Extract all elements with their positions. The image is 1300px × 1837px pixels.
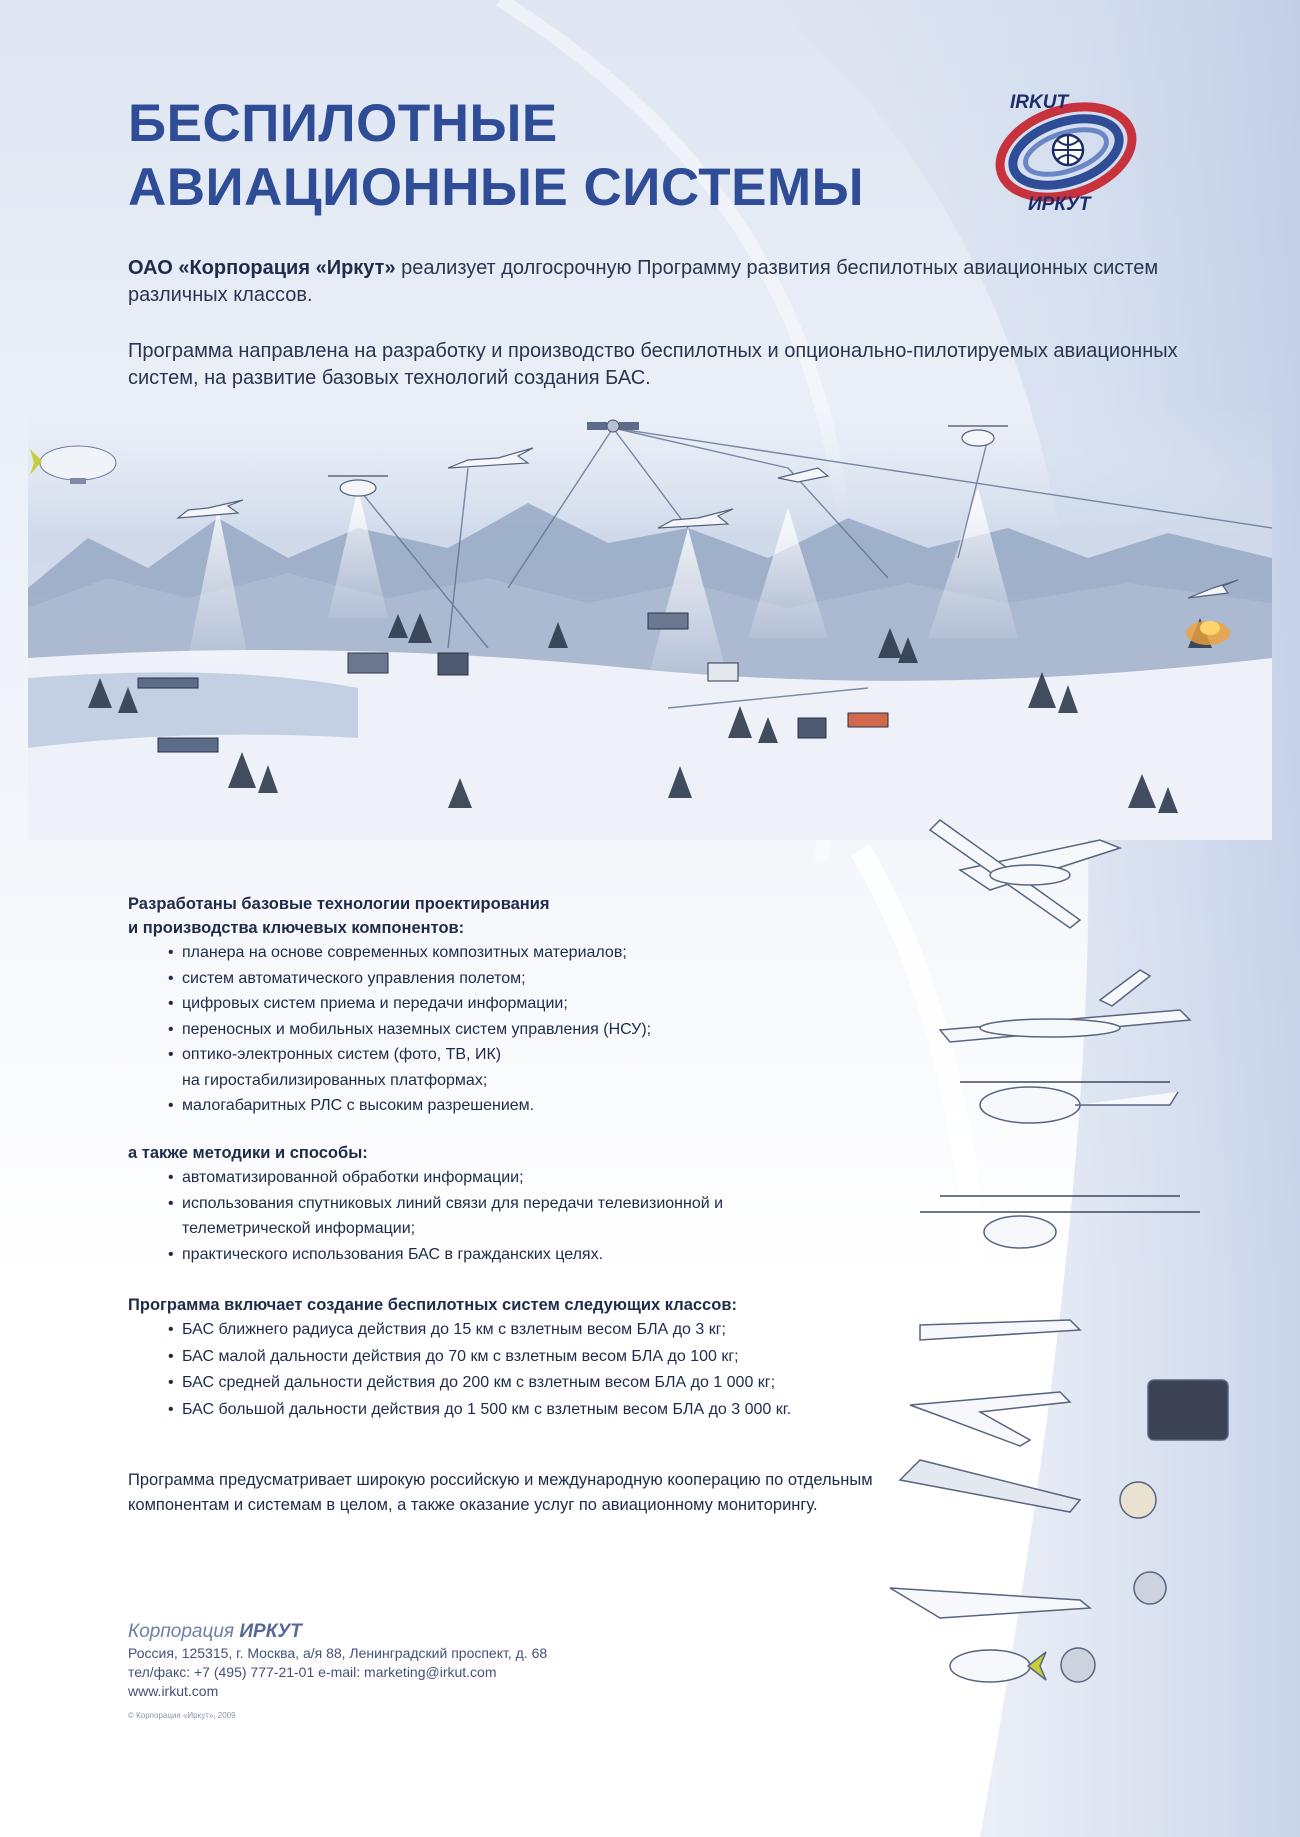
coaxial-helicopter-icon <box>920 1196 1200 1248</box>
section-classes <box>128 1293 908 1423</box>
small-uav-icon-1 <box>920 1320 1080 1340</box>
section-technologies <box>128 892 828 1119</box>
footer-address: Россия, 125315, г. Москва, а/я 88, Ленинградский проспект, д. 68 <box>128 1645 548 1661</box>
footer-brand: Корпорация ИРКУТ <box>128 1621 302 1642</box>
intro-company-name: ОАО «Корпорация «Иркут» <box>128 257 396 279</box>
portable-station-icon <box>1148 1380 1228 1440</box>
uav-models-column <box>880 800 1300 1837</box>
irkut-logo <box>986 86 1146 218</box>
intro-paragraph-2: Программа направлена на разработку и производство беспилотных и опционально-пилотируемых авиационных систем, на развитие базовых технологий создания БАС. <box>128 340 1178 389</box>
logo-text-latin: IRKUT <box>1010 92 1069 113</box>
small-airship-icon <box>950 1650 1046 1682</box>
closing-paragraph: Программа предусматривает широкую российскую и международную кооперацию по отдельным компонентам и системам в целом, а также оказание услуг по авиационному мониторингу. <box>128 1471 873 1514</box>
small-uav-icon-2 <box>910 1392 1070 1446</box>
footer-website-link[interactable]: www.irkut.com <box>128 1683 219 1699</box>
intro-paragraph-1-text: реализует долгосрочную Программу развития беспилотных авиационных систем различных классов. <box>128 257 1159 306</box>
list-item: • БАС большой дальности действия до 1 500 км с взлетным весом БЛА до 3 000 кг. <box>168 1397 908 1424</box>
list-item: • БАС средней дальности действия до 200 км с взлетным весом БЛА до 1 000 кг; <box>168 1370 908 1397</box>
page-title <box>128 92 948 220</box>
gimbal-camera-icon-2 <box>1134 1572 1166 1604</box>
list-item: • БАС малой дальности действия до 70 км с взлетным весом БЛА до 100 кг; <box>168 1344 908 1371</box>
section-technologies-heading-line-1: Разработаны базовые технологии проектирования <box>128 895 550 913</box>
glider-uav-icon <box>890 1588 1090 1618</box>
list-item: • малогабаритных РЛС с высоким разрешением. <box>168 1093 828 1119</box>
intro-paragraph-1 <box>128 255 1188 309</box>
gimbal-camera-icon-1 <box>1120 1482 1156 1518</box>
list-item: • оптико-электронных систем (фото, ТВ, ИК) на гиростабилизированных платформах; <box>168 1042 828 1093</box>
gimbal-camera-icon-3 <box>1061 1648 1095 1682</box>
title-line-2: АВИАЦИОННЫЕ СИСТЕМЫ <box>128 158 865 217</box>
medium-uav-icon <box>940 970 1190 1042</box>
list-item: • практического использования БАС в гражданских целях. <box>168 1242 828 1268</box>
light-aircraft-icon <box>930 820 1120 928</box>
list-item: • автоматизированной обработки информации; <box>168 1165 828 1191</box>
list-item: • БАС ближнего радиуса действия до 15 км с взлетным весом БЛА до 3 кг; <box>168 1317 908 1344</box>
uav-helicopter-icon <box>960 1082 1178 1123</box>
title-line-1: БЕСПИЛОТНЫЕ <box>128 94 558 153</box>
list-item: • систем автоматического управления полетом; <box>168 966 828 992</box>
section-technologies-heading <box>128 892 828 940</box>
list-item: • переносных и мобильных наземных систем управления (НСУ); <box>168 1017 828 1043</box>
footer-contacts-line: тел/факс: +7 (495) 777-21-01 e-mail: marketing@irkut.com <box>128 1664 497 1680</box>
logo-text-cyrillic: ИРКУТ <box>1028 194 1091 215</box>
uas-operations-illustration <box>28 408 1272 840</box>
list-item: • цифровых систем приема и передачи информации; <box>168 991 828 1017</box>
section-technologies-heading-line-2: и производства ключевых компонентов: <box>128 919 465 937</box>
footer-copyright: © Корпорация «Иркут», 2009 <box>128 1711 236 1720</box>
section-classes-heading: Программа включает создание беспилотных систем следующих классов: <box>128 1296 737 1314</box>
fire-icon <box>1186 621 1230 645</box>
footer-contacts <box>128 1620 648 1720</box>
methods-list <box>168 1165 828 1267</box>
list-item: • использования спутниковых линий связи для передачи телевизионной и телеметрической информации; <box>168 1191 828 1242</box>
flying-wing-icon <box>900 1460 1080 1512</box>
section-methods <box>128 1141 828 1267</box>
list-item: • планера на основе современных композитных материалов; <box>168 940 828 966</box>
classes-list <box>168 1317 908 1423</box>
section-methods-heading: а также методики и способы: <box>128 1144 368 1162</box>
technologies-list <box>168 940 828 1119</box>
